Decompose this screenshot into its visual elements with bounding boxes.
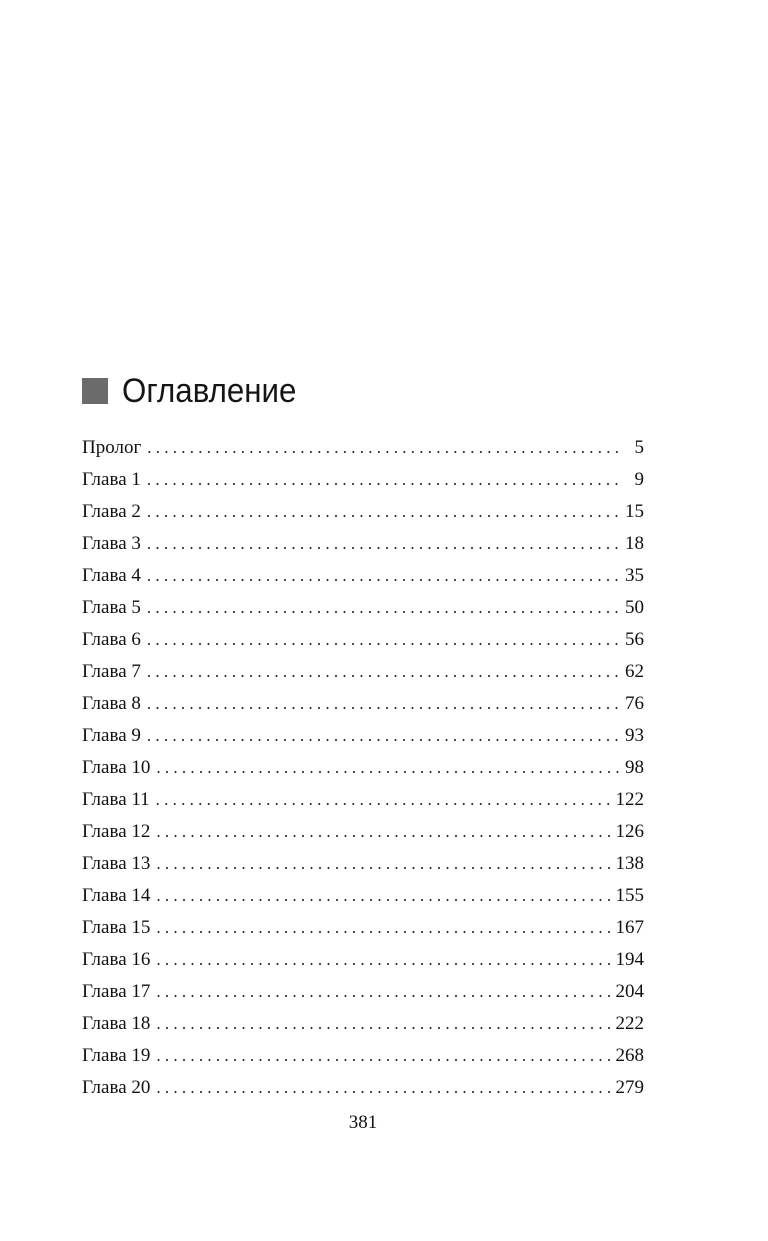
toc-entry-label: Глава 19 [82, 1045, 151, 1066]
toc-entry-page: 279 [615, 1077, 644, 1098]
toc-entry-page: 126 [615, 821, 644, 842]
toc-dot-leader [147, 432, 620, 464]
toc-entry-label: Глава 10 [82, 757, 151, 778]
toc-dot-leader [156, 944, 611, 976]
table-of-contents [82, 432, 644, 1104]
toc-dot-leader [156, 1040, 611, 1072]
toc-entry[interactable] [82, 880, 644, 912]
toc-entry[interactable] [82, 1008, 644, 1040]
toc-dot-leader [156, 1072, 611, 1104]
toc-entry-label: Глава 6 [82, 629, 141, 650]
toc-entry[interactable] [82, 688, 644, 720]
toc-dot-leader [156, 848, 611, 880]
toc-entry[interactable] [82, 848, 644, 880]
toc-dot-leader [147, 496, 620, 528]
toc-entry[interactable] [82, 464, 644, 496]
toc-entry[interactable] [82, 1040, 644, 1072]
toc-dot-leader [147, 720, 620, 752]
toc-entry[interactable] [82, 720, 644, 752]
toc-entry-label: Глава 20 [82, 1077, 151, 1098]
toc-dot-leader [147, 560, 620, 592]
toc-entry-label: Глава 9 [82, 725, 141, 746]
toc-entry-page: 194 [615, 949, 644, 970]
toc-entry-page: 56 [625, 629, 644, 650]
toc-entry-page: 222 [615, 1013, 644, 1034]
toc-entry-label: Глава 11 [82, 789, 150, 810]
toc-dot-leader [147, 656, 620, 688]
toc-entry-page: 167 [615, 917, 644, 938]
toc-entry-label: Глава 17 [82, 981, 151, 1002]
toc-entry-label: Глава 15 [82, 917, 151, 938]
toc-entry-label: Глава 5 [82, 597, 141, 618]
toc-entry-page: 62 [625, 661, 644, 682]
toc-entry-page: 35 [625, 565, 644, 586]
toc-dot-leader [147, 592, 620, 624]
toc-entry-page: 5 [634, 437, 644, 458]
toc-entry-label: Глава 12 [82, 821, 151, 842]
toc-entry[interactable] [82, 656, 644, 688]
toc-entry-page: 18 [625, 533, 644, 554]
toc-entry-page: 93 [625, 725, 644, 746]
toc-entry[interactable] [82, 1072, 644, 1104]
toc-dot-leader [156, 1008, 611, 1040]
toc-dot-leader [147, 688, 620, 720]
toc-entry[interactable] [82, 432, 644, 464]
toc-dot-leader [147, 528, 620, 560]
toc-entry-page: 50 [625, 597, 644, 618]
toc-dot-leader [147, 464, 620, 496]
toc-entry-label: Глава 14 [82, 885, 151, 906]
toc-entry[interactable] [82, 560, 644, 592]
toc-entry-page: 155 [615, 885, 644, 906]
toc-dot-leader [156, 912, 611, 944]
toc-entry[interactable] [82, 944, 644, 976]
toc-dot-leader [156, 816, 611, 848]
toc-entry[interactable] [82, 816, 644, 848]
toc-dot-leader [156, 976, 611, 1008]
toc-entry-label: Глава 4 [82, 565, 141, 586]
toc-entry-page: 204 [615, 981, 644, 1002]
toc-entry[interactable] [82, 976, 644, 1008]
toc-entry-label: Глава 13 [82, 853, 151, 874]
toc-dot-leader [147, 624, 620, 656]
toc-entry-label: Глава 3 [82, 533, 141, 554]
toc-dot-leader [156, 752, 620, 784]
toc-entry-page: 268 [615, 1045, 644, 1066]
toc-entry[interactable] [82, 624, 644, 656]
page-number: 381 [348, 1112, 378, 1133]
toc-entry[interactable] [82, 752, 644, 784]
toc-entry-page: 122 [615, 789, 644, 810]
toc-entry-label: Глава 7 [82, 661, 141, 682]
toc-entry-label: Глава 16 [82, 949, 151, 970]
toc-dot-leader [156, 880, 611, 912]
toc-dot-leader [156, 784, 612, 816]
toc-entry-page: 9 [634, 469, 644, 490]
toc-entry-page: 98 [625, 757, 644, 778]
toc-entry-label: Глава 1 [82, 469, 141, 490]
toc-entry[interactable] [82, 912, 644, 944]
toc-heading [82, 368, 312, 414]
toc-entry-page: 15 [625, 501, 644, 522]
toc-entry-label: Пролог [82, 437, 142, 458]
toc-title: Оглавление [122, 371, 297, 410]
heading-square-marker [82, 378, 108, 404]
toc-entry-label: Глава 8 [82, 693, 141, 714]
toc-entry[interactable] [82, 784, 644, 816]
toc-entry-page: 138 [615, 853, 644, 874]
toc-entry-label: Глава 2 [82, 501, 141, 522]
toc-entry[interactable] [82, 496, 644, 528]
toc-entry-label: Глава 18 [82, 1013, 151, 1034]
toc-entry[interactable] [82, 592, 644, 624]
toc-entry[interactable] [82, 528, 644, 560]
toc-entry-page: 76 [625, 693, 644, 714]
